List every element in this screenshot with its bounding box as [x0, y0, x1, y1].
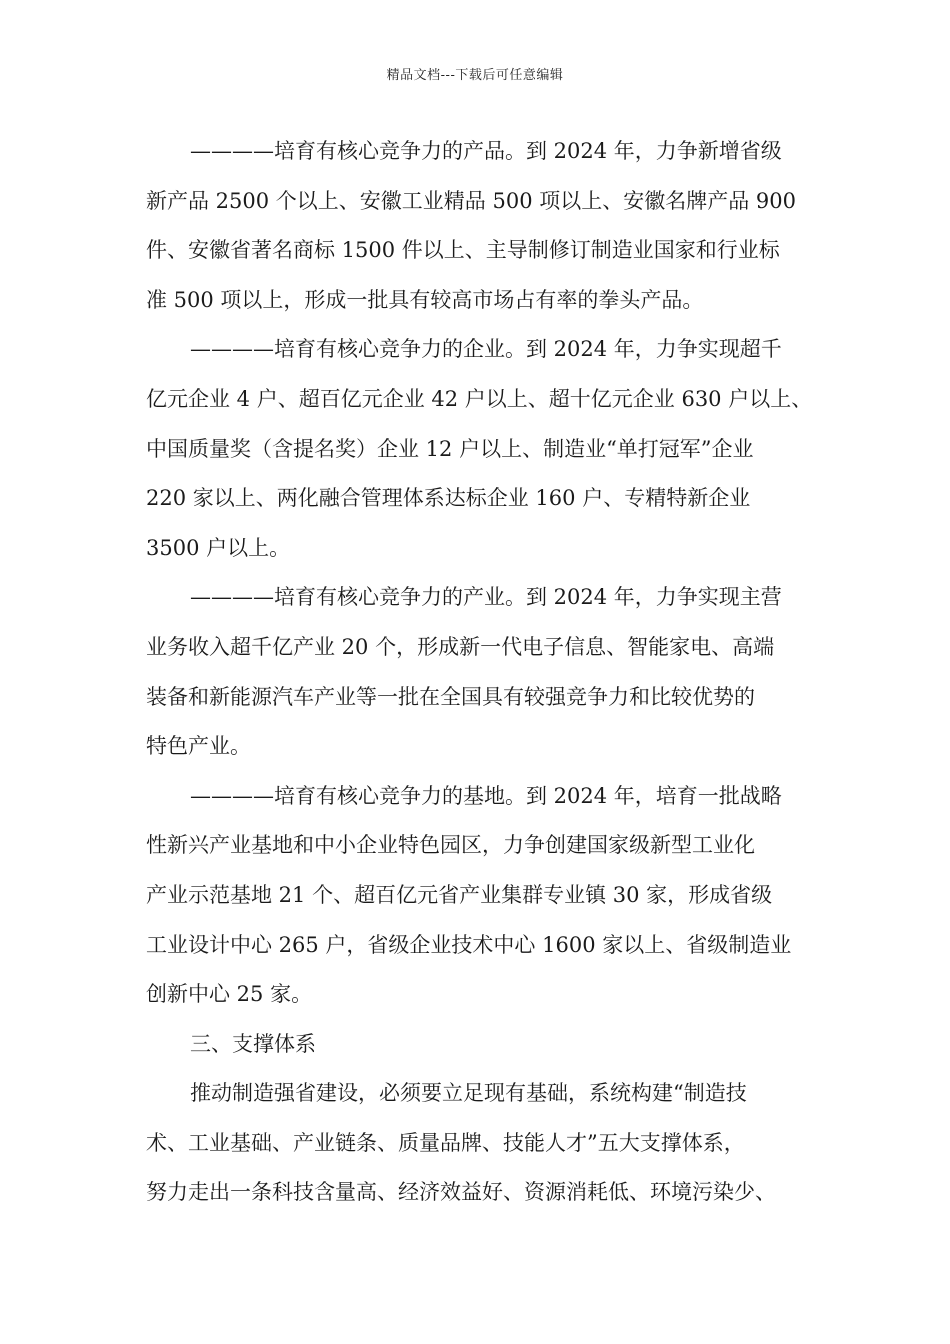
text-line: 特色产业。 [146, 734, 251, 759]
document-body [146, 127, 818, 1218]
text-line: 工业设计中心 265 户，省级企业技术中心 1600 家以上、省级制造业 [146, 932, 792, 957]
text-line: 中国质量奖（含提名奖）企业 12 户以上、制造业“单打冠军”企业 [146, 436, 754, 461]
text-line: 件、安徽省著名商标 1500 件以上、主导制修订制造业国家和行业标 [146, 238, 780, 263]
text-line: 业务收入超千亿产业 20 个，形成新一代电子信息、智能家电、高端 [146, 634, 775, 659]
page-header: 精品文档---下载后可任意编辑 [386, 68, 564, 83]
text-line: 推动制造强省建设，必须要立足现有基础，系统构建“制造技 [190, 1081, 747, 1106]
text-line: 220 家以上、两化融合管理体系达标企业 160 户、专精特新企业 [146, 486, 751, 511]
text-line: 术、工业基础、产业链条、质量品牌、技能人才”五大支撑体系， [146, 1130, 745, 1155]
text-line: ————培育有核心竞争力的基地。到 2024 年，培育一批战略 [190, 783, 782, 808]
text-line: 3500 户以上。 [146, 535, 291, 560]
text-line: 创新中心 25 家。 [146, 982, 313, 1007]
text-line: 三、支撑体系 [190, 1031, 316, 1056]
text-line: 新产品 2500 个以上、安徽工业精品 500 项以上、安徽名牌产品 900 [146, 188, 796, 213]
text-line: 准 500 项以上，形成一批具有较高市场占有率的拳头产品。 [146, 287, 704, 312]
text-line: ————培育有核心竞争力的产业。到 2024 年，力争实现主营 [190, 585, 782, 610]
text-line: 亿元企业 4 户、超百亿元企业 42 户以上、超十亿元企业 630 户以上、 [146, 386, 813, 411]
text-line: 产业示范基地 21 个、超百亿元省产业集群专业镇 30 家，形成省级 [146, 882, 773, 907]
text-line: 装备和新能源汽车产业等一批在全国具有较强竞争力和比较优势的 [146, 684, 755, 709]
text-line: ————培育有核心竞争力的产品。到 2024 年，力争新增省级 [190, 139, 782, 163]
text-line: ————培育有核心竞争力的企业。到 2024 年，力争实现超千 [190, 337, 782, 362]
text-line: 性新兴产业基地和中小企业特色园区，力争创建国家级新型工业化 [146, 833, 755, 858]
text-line: 努力走出一条科技含量高、经济效益好、资源消耗低、环境污染少、 [146, 1180, 776, 1205]
